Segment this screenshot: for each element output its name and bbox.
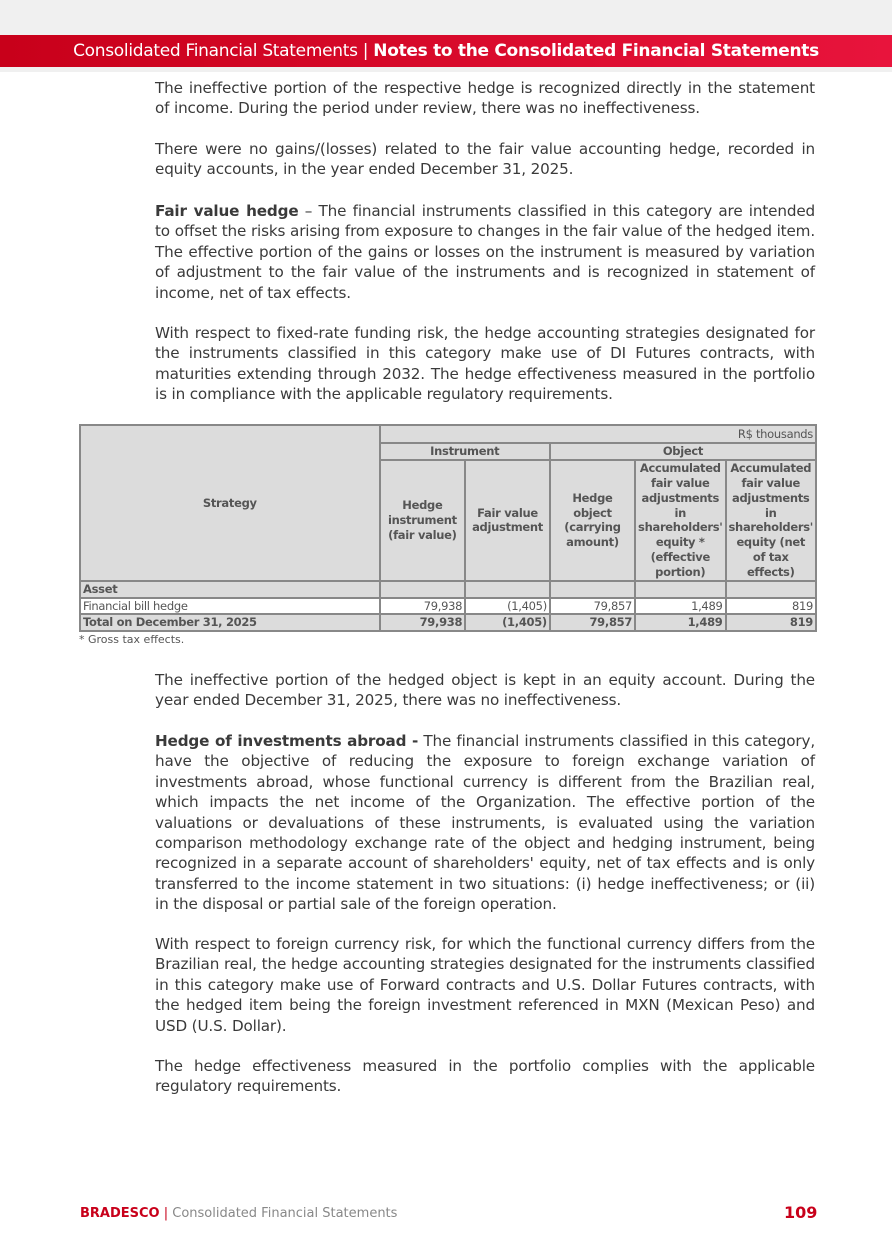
table-row [80,598,816,615]
header-banner [0,35,892,67]
footer [80,1206,397,1221]
cell: (1,405) [465,614,550,631]
cell: 819 [726,614,817,631]
row-label: Financial bill hedge [80,598,380,615]
section-asset: Asset [80,581,380,598]
footer-separator: | [159,1206,173,1221]
header-divider [0,67,892,72]
paragraph-heading: Fair value hedge [155,202,299,220]
col-header: Hedge object (carrying amount) [550,460,635,581]
page-number: 109 [784,1203,818,1222]
paragraph [155,731,815,915]
header-title: Notes to the Consolidated Financial Statements [373,41,819,61]
paragraph: The hedge effectiveness measured in the portfolio complies with the applicable regulatory requirements. [155,1057,815,1096]
cell: 79,857 [550,598,635,615]
paragraph-text: The financial instruments classified in this category, have the objective of reducing the exposure to foreign exchange variation of investments abroad, whose functional currency is different from the Brazilian real, which impacts the net income of the Organization. The effective portion of the valuations or devaluations of these instruments, is evaluated using the variation comparison methodology exchange rate of the object and hedging instrument, being recognized in a separate account of shareholders' equity, net of tax effects and is only transferred to the income statement in two situations: (i) hedge ineffectiveness; or (ii) in the disposal or partial sale of the foreign operation. [155,732,815,914]
cell: (1,405) [465,598,550,615]
paragraph-text: – The financial instruments classified in this category are intended to offset the risks arising from exposure to changes in the fair value of the hedged item. The effective portion of the gains or losses on the instrument is measured by variation of adjustment to the fair value of the instruments and is recognized in statement of income, net of tax effects. [155,202,816,302]
hedge-table [79,424,817,632]
col-header: Accumulated fair value adjustments in shareholders' equity (net of tax effects) [726,460,817,581]
paragraph [155,201,815,303]
paragraph: With respect to fixed-rate funding risk, the hedge accounting strategies designated for the instruments classified in this category make use of DI Futures contracts, with maturities extending through 2032. The hedge effectiveness measured in the portfolio is in compliance with the applicable regulatory requirements. [155,324,815,404]
cell: 79,857 [550,614,635,631]
row-label: Total on December 31, 2025 [80,614,380,631]
col-strategy: Strategy [80,425,380,581]
cell: 79,938 [380,614,466,631]
paragraph-heading: Hedge of investments abroad - [155,732,419,750]
table-footnote: * Gross tax effects. [79,633,185,646]
group-object: Object [550,443,816,460]
header-section: Consolidated Financial Statements [73,41,358,61]
cell: 819 [726,598,817,615]
unit-label: R$ thousands [380,425,816,443]
col-header: Hedge instrument (fair value) [380,460,466,581]
paragraph: There were no gains/(losses) related to the fair value accounting hedge, recorded in equity accounts, in the year ended December 31, 2025. [155,140,815,179]
col-header: Fair value adjustment [465,460,550,581]
paragraph: With respect to foreign currency risk, for which the functional currency differs from the Brazilian real, the hedge accounting strategies designated for the instruments classified in this category make use of Forward contracts and U.S. Dollar Futures contracts, with the hedged item being the foreign investment referenced in MXN (Mexican Peso) and USD (U.S. Dollar). [155,935,815,1035]
cell: 1,489 [635,614,725,631]
paragraph: The ineffective portion of the hedged object is kept in an equity account. During the year ended December 31, 2025, there was no ineffectiveness. [155,671,815,710]
top-margin [0,0,892,35]
footer-title: Consolidated Financial Statements [172,1206,398,1221]
header-separator: | [357,41,374,61]
paragraph: The ineffective portion of the respective hedge is recognized directly in the statement of income. During the period under review, there was no ineffectiveness. [155,79,815,118]
cell: 1,489 [635,598,725,615]
table-total-row [80,614,816,631]
cell: 79,938 [380,598,466,615]
footer-brand: BRADESCO [80,1206,160,1221]
group-instrument: Instrument [380,443,550,460]
col-header: Accumulated fair value adjustments in shareholders' equity * (effective portion) [635,460,725,581]
